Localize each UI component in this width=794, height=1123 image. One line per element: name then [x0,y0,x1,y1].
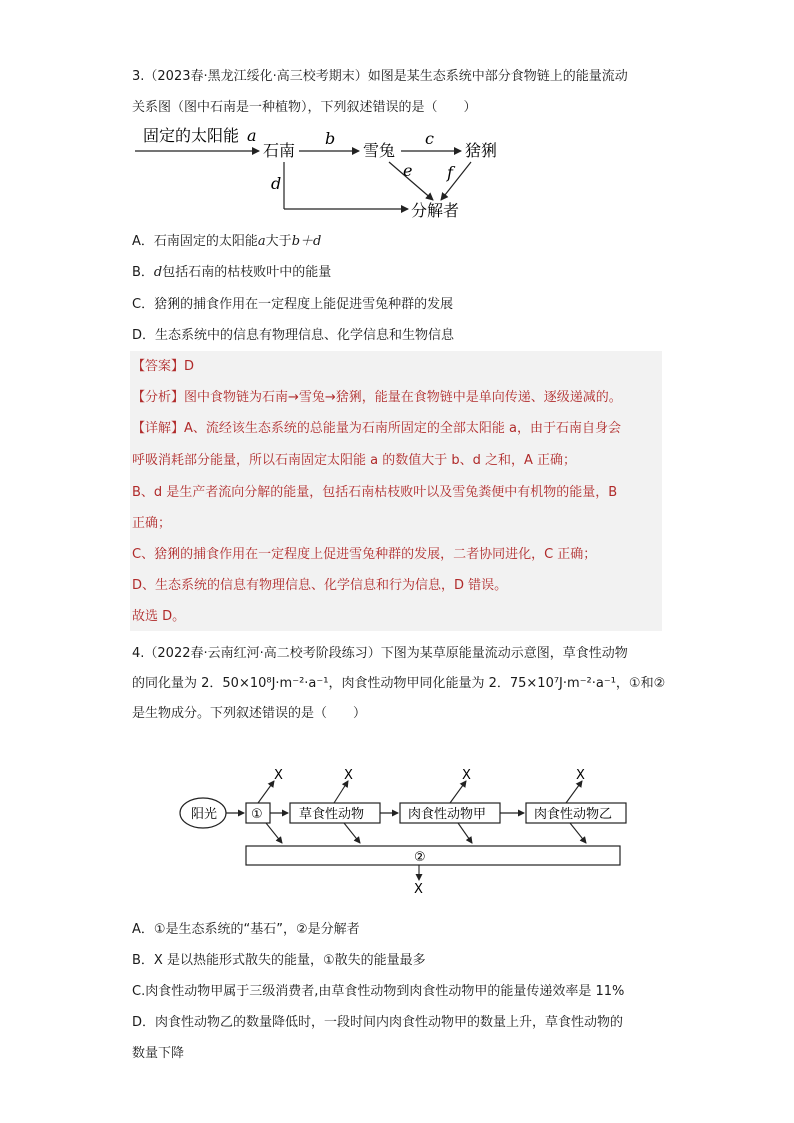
q3-label-c: c [425,129,434,148]
q3-detail-line4: 正确； [132,516,172,531]
q4-node-carnivore-b: 肉食性动物乙 [534,807,613,822]
q3-label-e: e [403,161,413,180]
q3-option-a: A．石南固定的太阳能a大于b＋d [132,234,322,249]
q3-option-b: B．d包括石南的枯枝败叶中的能量 [132,265,332,280]
q3-node-decomposer: 分解者 [411,201,460,220]
q3-detail-line7: 故选 D。 [132,609,186,624]
q3-detail-line1: 【详解】A、流经该生态系统的总能量为石南所固定的全部太阳能 a，由于石南自身会 [132,421,621,436]
q4-energy-flow-diagram [176,766,636,896]
q3-node-shinan: 石南 [263,141,296,160]
q3-option-c: C．猞猁的捕食作用在一定程度上能促进雪兔种群的发展 [132,297,454,312]
q3-detail-line2: 呼吸消耗部分能量，所以石南固定太阳能 a 的数值大于 b、d 之和，A 正确； [132,453,577,468]
q4-x-1: X [274,768,283,783]
q3-stem-line1: 3.（2023春·黑龙江绥化·高三校考期末）如图是某生态系统中部分食物链上的能量流动 [132,69,628,84]
q4-x-3: X [462,768,471,783]
q4-option-b: B．X 是以热能形式散失的能量，①散失的能量最多 [132,953,426,968]
q4-node-sun: 阳光 [191,807,218,822]
q3-detail-line6: D、生态系统的信息有物理信息、化学信息和行为信息，D 错误。 [132,578,508,593]
q4-option-a: A．①是生态系统的“基石”，②是分解者 [132,922,360,937]
q3-stem-line2: 关系图（图中石南是一种植物），下列叙述错误的是（ ） [132,100,477,115]
q3-label-a: a [247,126,257,145]
q4-x-5: X [414,882,423,896]
q3-detail-line3: B、d 是生产者流向分解的能量，包括石南枯枝败叶以及雪兔粪便中有机物的能量，B [132,485,618,500]
q4-option-d-line1: D．肉食性动物乙的数量降低时，一段时间内肉食性动物甲的数量上升，草食性动物的 [132,1015,624,1030]
q3-node-shisun: 猞猁 [465,141,498,160]
q3-option-d: D．生态系统中的信息有物理信息、化学信息和生物信息 [132,328,455,343]
q3-label-d: d [271,174,282,193]
q3-analysis: 【分析】图中食物链为石南→雪兔→猞猁，能量在食物链中是单向传递、逐级递减的。 [132,390,622,405]
q4-stem-line3: 是生物成分。下列叙述错误的是（ ） [132,706,367,721]
q3-energy-label: 固定的太阳能 [143,126,240,145]
q4-x-4: X [576,768,585,783]
q3-answer: 【答案】D [132,359,195,374]
q3-node-xuetu: 雪兔 [363,141,396,160]
q4-node-2: ② [414,850,426,865]
q4-node-carnivore-a: 肉食性动物甲 [408,807,487,822]
q3-energy-flow-diagram [135,124,655,224]
q4-x-2: X [344,768,353,783]
q3-detail-line5: C、猞猁的捕食作用在一定程度上促进雪兔种群的发展，二者协同进化，C 正确； [132,547,597,562]
q4-node-herbivore: 草食性动物 [299,807,365,822]
q4-option-d-line2: 数量下降 [132,1046,185,1061]
q4-stem-line1: 4.（2022春·云南红河·高二校考阶段练习）下图为某草原能量流动示意图，草食性动物 [132,646,628,661]
q3-label-b: b [325,129,336,148]
q4-option-c: C.肉食性动物甲属于三级消费者,由草食性动物到肉食性动物甲的能量传递效率是 11% [132,984,625,999]
q4-stem-line2: 的同化量为 2．50×10⁸J·m⁻²·a⁻¹，肉食性动物甲同化能量为 2．75×10⁷J·m⁻²·a⁻¹，①和② [132,676,666,691]
q4-node-1: ① [251,807,263,822]
q3-label-f: f [447,163,453,182]
